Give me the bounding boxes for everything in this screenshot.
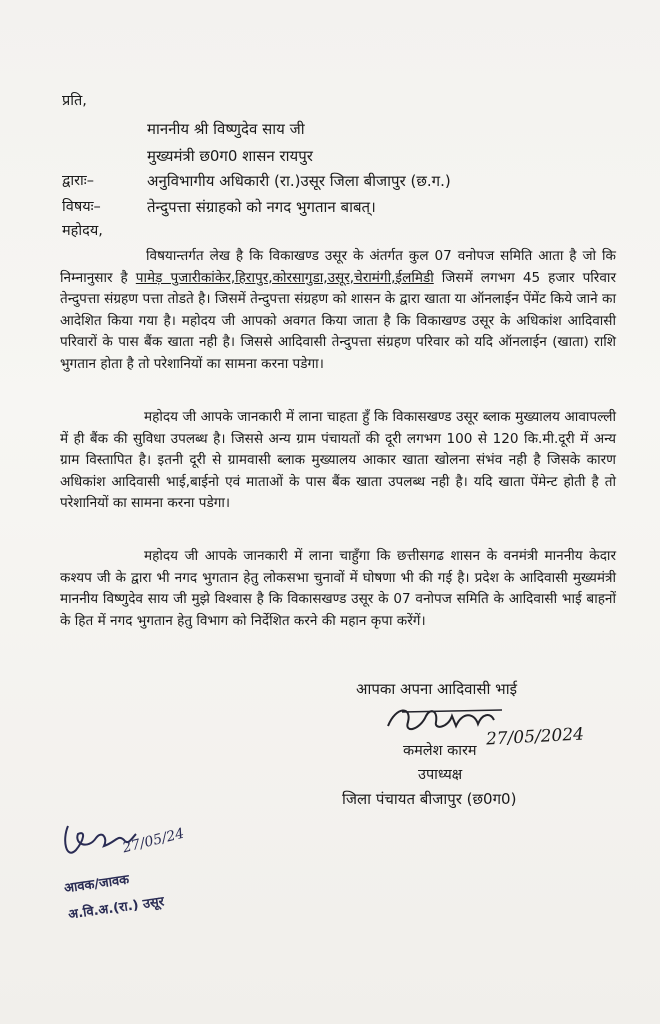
paragraph-2: महोदय जी आपके जानकारी में लाना चाहता हुँ कि विकासखण्ड उसूर ब्लाक मुख्यालय आवापल्ली में ही बैंक की सुविधा उपलब्ध है। जिससे अन्य ग्राम पंचायतों की दूरी लगभग 100 से 120 कि.मी.दूरी में अन्य ग्राम विस्तापित है। इतनी दूरी से ग्रामवासी ब्लाक मुख्यालय आकार खाता खोलना संभंव नही है जिसके कारण अधिकांश आदिवासी भाई,बाईनो एवं माताओं के पास बैंक खाता उपलब्ध नही है। यदि खाता पेंमेन्ट होती है तो परेशानियों का सामना करना पडेगा।: [60, 409, 616, 511]
addressee-line2: मुख्यमंत्री छ0ग0 शासन रायपुर: [147, 147, 313, 165]
para1-villages-underlined: पामेड़ पुजारीकांकेर,हिरापुर,कोरसागुडा,उसूर,चेरामंगी,ईलमिडी: [135, 269, 434, 286]
closing: आपका अपना आदिवासी भाई: [356, 680, 517, 698]
to-label: प्रति,: [62, 93, 87, 109]
subject-text: तेन्दुपत्ता संग्राहको को नगद भुगतान बाबत्।: [147, 198, 376, 216]
through-label: द्वाराः–: [62, 173, 94, 189]
signatory-date: 27/05/2024: [485, 724, 585, 750]
receipt-label: आवक/जावक: [63, 872, 131, 897]
receipt-office: अ.वि.अ.(रा.) उसूर: [67, 894, 166, 923]
paragraph-1: [60, 246, 616, 375]
para1-text-a: विषयान्तर्गत लेख है कि विकाखण्ड उसूर के अंतर्गत कुल 07 वनोपज समिति आता है जो कि निम्नानुसार है: [60, 248, 616, 286]
through-text: अनुविभागीय अधिकारी (रा.)उसूर जिला बीजापुर (छ.ग.): [147, 172, 451, 190]
salutation: महोदय,: [62, 223, 103, 239]
signatory-post: उपाध्यक्ष: [418, 767, 463, 783]
paragraph-3: महोदय जी आपके जानकारी में लाना चाहुँगा कि छत्तीसगढ शासन के वनमंत्री माननीय केदार कश्यप जी के द्वारा भी नगद भुगतान हेतु लोकसभा चुनावों में घोषणा भी की गई है। प्रदेश के आदिवासी मुख्यमंत्री माननीय विष्णुदेव साय जी मुझे विश्वास है कि विकासखण्ड उसूर के 07 वनोपज समिति के आदिवासी भाई बाहनों के हित में नगद भुगतान हेतु विभाग को निर्देशित करने की महान कृपा करेंगें।: [60, 548, 616, 629]
subject-label: विषयः–: [62, 199, 101, 215]
receipt-date: 27/05/24: [120, 825, 186, 857]
addressee-line1: माननीय श्री विष्णुदेव साय जी: [147, 120, 305, 138]
signatory-name: कमलेश कारम: [403, 743, 477, 759]
signatory-org: जिला पंचायत बीजापुर (छ0ग0): [342, 790, 517, 808]
para1-text-b: जिसमें लगभग 45 हजार परिवार तेन्दुपत्ता संग्रहण पत्ता तोडते है। जिसमें तेन्दुपत्ता संग्रहण को शासन के द्वारा खाता या ऑनलाईन पेंमेंट किये जाने का आदेशित किया गया है। महोदय जी आपको अवगत किया जाता है कि विकाखण्ड उसूर के अधिकांश आदिवासी परिवारों के पास बैंक खाता नही है। जिससे आदिवासी तेन्दुपत्ता संग्रहण परिवार को यदि ऑनलाईन (खाता) राशि भुगतान होता है तो परेशानियों का सामना करना पडेगा।: [60, 269, 617, 372]
